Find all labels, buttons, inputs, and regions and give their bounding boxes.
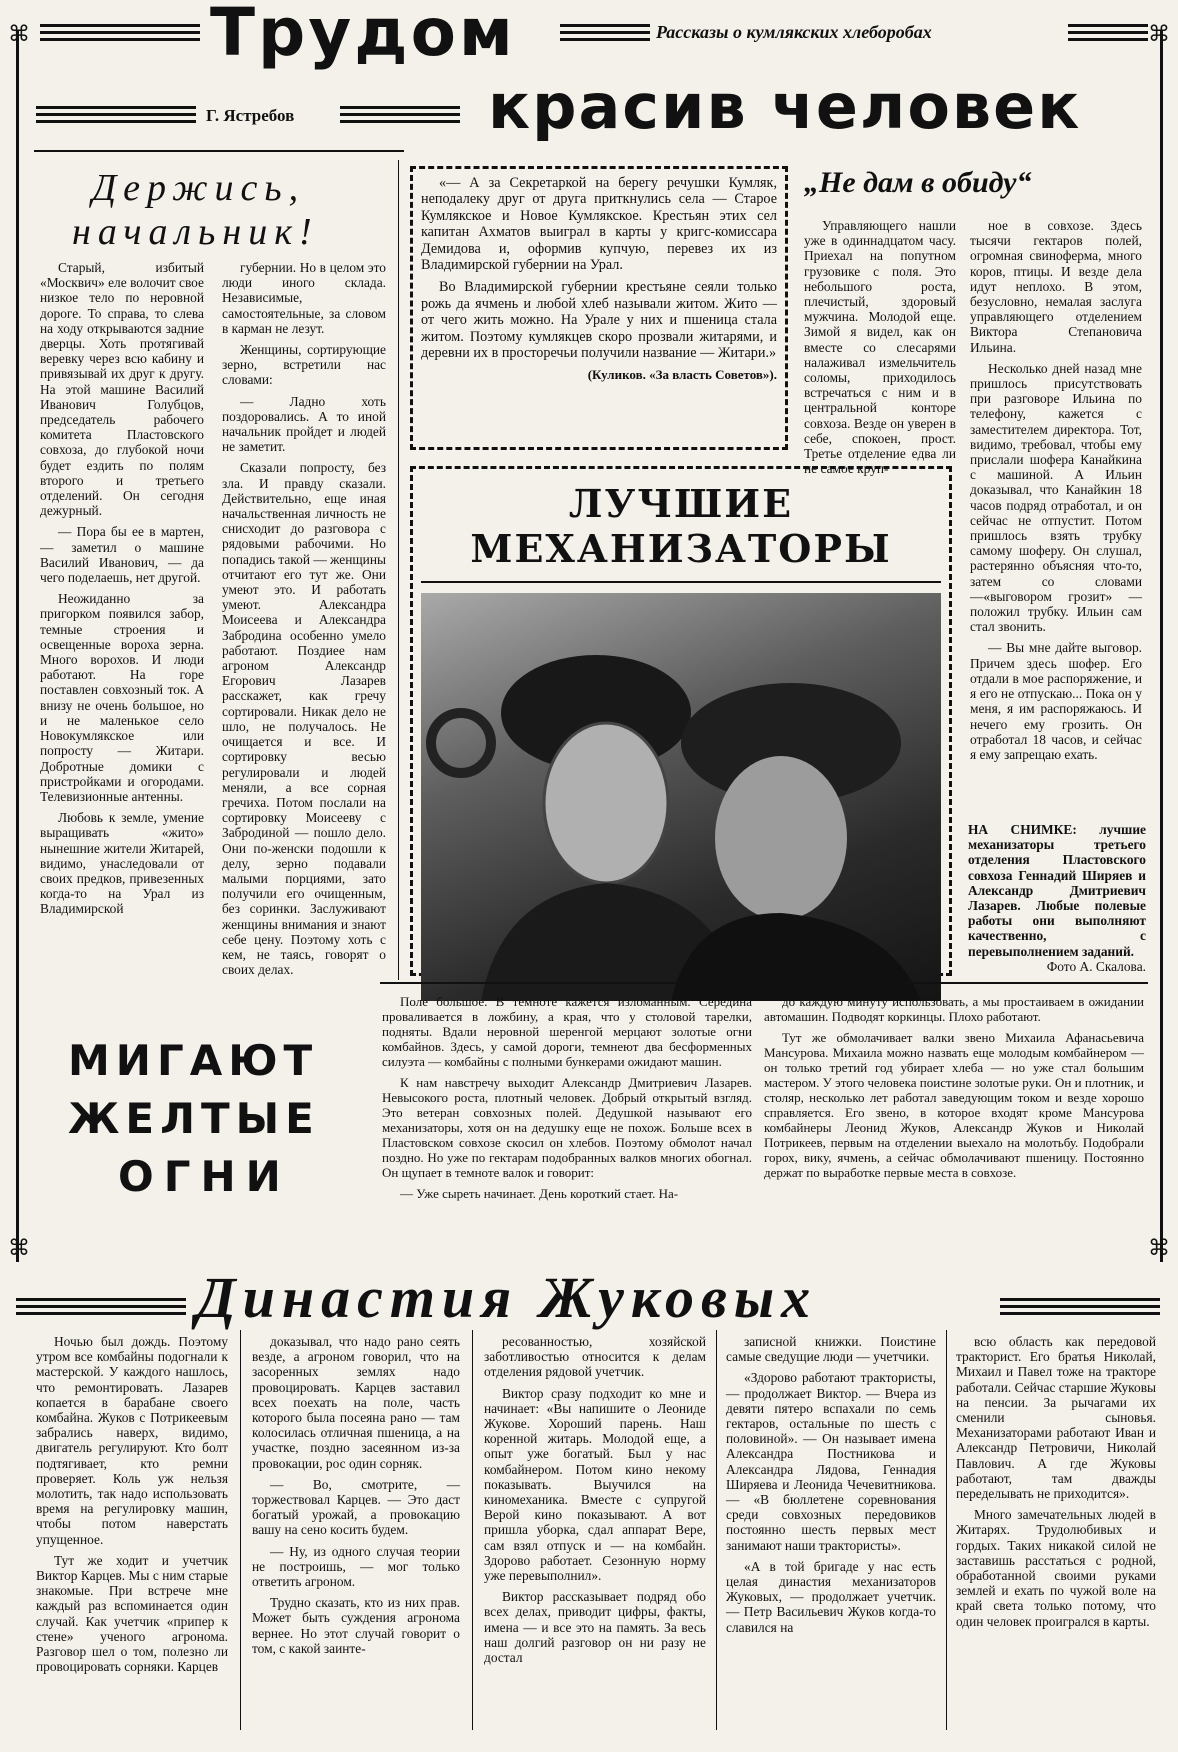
paragraph: К нам навстречу выходит Александр Дмитриевич Лазарев. Невысокого роста, плотный человек. Добрый открытый взгляд. Это ветеран совхозных полей. Дедушкой называют его механизаторы, хотя он на дедушку еще не похож. Больше всех в Пластовском совхозе скосил он хлебов. Поэтому обмолот начал поздно. Но уже по гектарам подобранных валков многих обогнал. Он щупает в темноте валок и говорит: <box>382 1075 752 1180</box>
paragraph: ресованностью, хозяйской заботливостью относится к делам отделения рядовой учетчик. <box>484 1334 706 1380</box>
paragraph: Ночью был дождь. Поэтому утром все комбайны подогнали к мастерской. У каждого нашлось, что ремонтировать. Лазарев копается в барабане своего комбайна. Жуков с Потрикеевым забрались наверх, видимо, двигатель регулируют. Кто болт подтягивает, кто ремни проверяет. Коль уж нельзя молотить, так надо использовать время на регулировку машин, чтобы потом наверстать упущенное. <box>36 1334 228 1547</box>
paragraph: Тут же обмолачивает валки звено Михаила Афанасьевича Мансурова. Михаила можно назвать еще молодым комбайнером — он только третий год убирает хлеба — но уже стал большим мастером. У этого человека поистине золотые руки. Он и плотник, и столяр, несколько лет работал заведующим током и везде хорошо справляется. Его звено, в которое входят кроме Мансурова комбайнеры Леонид Жуков, Александр Жуков и Николай Потрикеев, первым на отделении выехало на молотьбу. Подобрали горох, вику, ячмень, а сейчас обмолачивают пшеницу. Постоянно держат по выработке первые места в совхозе. <box>764 1030 1144 1180</box>
col-divider-1 <box>240 1330 241 1730</box>
paragraph: записной книжки. Поистине самые сведущие люди — учетчики. <box>726 1334 936 1365</box>
section1-divider <box>398 160 399 980</box>
section4-col1 <box>36 1334 228 1680</box>
author-rule-left <box>36 106 196 124</box>
paragraph: — Во, смотрите, — торжествовал Карцев. — Это даст богатый урожай, а провокацию вашу на сено косить будем. <box>252 1476 460 1538</box>
section2-col2 <box>970 218 1142 768</box>
section4-col5 <box>956 1334 1156 1635</box>
paragraph: — Пора бы ее в мартен, — заметил о машине Василий Иванович, — да чего поделаешь, нет другой. <box>40 524 204 586</box>
corner-ornament-bottom-left: ⌘ <box>8 1236 30 1261</box>
paragraph: — Ну, из одного случая теории не построишь, — мог только ответить агроном. <box>252 1543 460 1590</box>
corner-ornament-top-left: ⌘ <box>8 22 30 47</box>
section4-title: Династия Жуковых <box>196 1265 818 1330</box>
section4-col4 <box>726 1334 936 1641</box>
photo-frame <box>410 466 952 976</box>
section1-col1 <box>40 260 204 923</box>
paragraph: ное в совхозе. Здесь тысячи гектаров полей, огромная свиноферма, много коров, птицы. И везде дела идут неплохо. В этом, безусловно, немалая заслуга управляющего отделением Виктора Степановича Ильина. <box>970 218 1142 355</box>
quote-source: (Куликов. «За власть Советов»). <box>587 367 777 383</box>
photo-heading: ЛУЧШИЕ МЕХАНИЗАТОРЫ <box>421 477 941 583</box>
paragraph: до каждую минуту использовать, а мы простаиваем в ожидании автомашин. Подводят коркинцы. Плохо работают. <box>764 994 1144 1024</box>
paragraph: Женщины, сортирующие зерно, встретили нас словами: <box>222 342 386 388</box>
section4-rule-right <box>1000 1298 1160 1316</box>
paragraph: «А в той бригаде у нас есть целая династия механизаторов Жуковых, — продолжает учетчик. — Петр Васильевич Жуков когда-то славился на <box>726 1558 936 1635</box>
paragraph: Во Владимирской губернии крестьяне сеяли только рожь да ячмень и любой хлеб называли житом. Жито — от чего жить можно. На Урале у них и пшеница стала житом. Поэтому кумлякцев скоро прозвали житарями, и деревни их в простоpечьи получили название — Житари.» <box>421 279 777 362</box>
quote-text <box>421 175 777 361</box>
paragraph: Сказали попросту, без зла. И правду сказали. Действительно, еще иная начальственная личность не снисходит до разговора с рядовыми рабочими. Но попадись такой — женщины отчитают его тут же. Они умеют это. И работать умеют. Александра Моисеева и Александра Забродина особенно умело работают. Поздиее нам агроном Александр Егорович Лазарев расскажет, как гречу сортировали. Никак дело не шло, не получалось. Не очищается и все. И сортировку весью регулировали и людей меняли, а все сорная гречиха. Потом послали на сортировку Моисееву с Забродиной — пошло дело. Они по-женски подошли к делу, зерно подавали малыми порциями, зато получили его очищенным, без соринки. Заслуживают женщины внимания и знают себе цену. Поэтому хоть с кем, не таясь, говорят о своих делах. <box>222 460 386 978</box>
main-title-line2: красив человек <box>488 70 1082 143</box>
paragraph: — Вы мне дайте выговор. Причем здесь шофер. Его отдали в мое распоряжение, и я его не отпускаю... Пока он у меня, я им распоряжаюсь. И нечего ему грозить. Он отработал 18 часов, и сейчас я ему запрещаю ехать. <box>970 640 1142 762</box>
paragraph: Виктор сразу подходит ко мне и начинает: «Вы напишите о Леониде Жукове. Хороший парень. Наш коренной житарь. Молодой еще, а опыт уже богатый. Был у нас комбайнером. Потом кино некому показывать. Выучился на киномеханика. Вместе с супругой Верой кино показывают. А вот пришла уборка, сдал аппарат Вере, сам взял отпуск и — на комбайн. Здорово работает. Сезонную норму уже перевыполнил». <box>484 1385 706 1584</box>
col-divider-3 <box>716 1330 717 1730</box>
paragraph: Поле большое. В темноте кажется изломанным. Середина проваливается в ложбину, а края, что у столовой тарелки, подняты. Вдали неровной шеренгой мерцают золотые огни комбайнов. Здесь, у самой дороги, темнеют два бесформенных силуэта — комбайны с полными бункерами ожидают машин. <box>382 994 752 1069</box>
col-divider-2 <box>472 1330 473 1730</box>
header-rule-right <box>1068 24 1148 42</box>
paragraph: доказывал, что надо рано сеять везде, а агроном говорил, что на засоренных землях надо провоцировать. Карцев заставил всех поехать на поле, часть которого была посеяна рано — там колосилась отличная пшеница, а на участке, поздно засеянном из-за провокации, рос один сорняк. <box>252 1334 460 1471</box>
section2-title: „Не дам в обиду“ <box>804 166 1032 199</box>
photo-mechanizers <box>421 593 941 1001</box>
mid-rule <box>380 982 1148 984</box>
paragraph: всю область как передовой тракторист. Его братья Николай, Михаил и Павел тоже на тракторе работали. Сейчас старшие Жуковы на пенсии. За рычагами их сменили сыновья. Механизаторами работают Иван и Александр Петровичи, Николай Павлович. А где Жуковы работают, там дважды переделывать не приходится». <box>956 1334 1157 1502</box>
rubric: Рассказы о кумлякских хлеборобах <box>656 22 932 42</box>
paragraph: Управляющего нашли уже в одиннадцатом часу. Приехал на попутном грузовике с поля. Это небольшого роста, плечистый, здоровый мужчина. Молодой еще. Зимой я видел, как он вместе со слесарями налаживал измельчитель соломы, приходилось встречаться с ним и в центральной конторе совхоза. Везде он уверен в себе, спокоен, прост. Третье отделение едва ли не самое круп- <box>804 218 956 477</box>
paragraph: Любовь к земле, умение выращивать «жито» нынешние жители Житарей, видимо, унаследовали от своих предков, привезенных когда-то на Урал из Владимирской <box>40 810 204 917</box>
author-name: Г. Ястребов <box>206 106 295 125</box>
caption-label: НА СНИМКЕ: <box>968 822 1077 837</box>
section3-title-line2: ЖЕЛТЫЕ <box>68 1094 320 1143</box>
paragraph: — Уже сыреть начинает. День короткий стает. На- <box>400 1186 679 1201</box>
paragraph: Тут же ходит и учетчик Виктор Карцев. Мы с ним старые знакомые. При встрече мне каждый раз вспоминается один случай. Как учетчик «припер к стене» ученого агронома. Разговор шел о том, полезно ли провоцировать сорняки. Карцев <box>36 1552 228 1675</box>
section1-title-line1: Держись, <box>92 167 306 209</box>
section3-col1 <box>382 994 752 1207</box>
author-rule-right <box>340 106 460 124</box>
section4-rule-left <box>16 1298 186 1316</box>
caption-text: лучшие механизаторы третьего отделения Пластовского совхоза Геннадий Ширяев и Александр Дмитриевич Лазарев. Любые полевые работы они выполняют качественно, с перевыполнением заданий. <box>968 822 1146 959</box>
quote-box <box>410 166 788 450</box>
corner-ornament-top-right: ⌘ <box>1148 22 1170 47</box>
paragraph: Несколько дней назад мне пришлось присутствовать при разговоре Ильина по телефону, кажется с заместителем директора. Тот, видимо, требовал, чтобы ему прислали шофера Канайкина с машиной. А Ильин доказывал, что Канайкин 18 часов подряд отработал, и он сейчас не отпустит. Потом пришлось взять трубку самому шоферу. Он слушал, растерянно объясняя что-то, затем со словами—«выговором грозит» — положил трубку. Ильин сам стал звонить. <box>970 360 1142 635</box>
photo-credit: Фото А. Скалова. <box>1046 958 1146 974</box>
left-border <box>16 30 19 1262</box>
section3-title-line3: ОГНИ <box>118 1152 291 1201</box>
paragraph: Неожиданно за пригорком появился забор, темные строения и освещенные вороха зерна. Много ворохов. И люди работают. На горе поставлен совхозный ток. А внизу не очень большое, но и не маленькое село Новокумлякское или попросту — Житари. Добротные домики с пристройками и огородами. Телевизионные антенны. <box>40 591 204 804</box>
photo-illustration <box>421 593 941 1001</box>
paragraph: губернии. Но в целом это люди иного склада. Независимые, самостоятельные, за словом в карман не лезут. <box>222 260 386 336</box>
main-title-line1: Трудом <box>210 0 516 71</box>
col-divider-4 <box>946 1330 947 1730</box>
paragraph: — Ладно хоть поздоровались. А то иной начальник пройдет и людей не заметит. <box>222 393 386 455</box>
paragraph: «— А за Секретаркой на берегу речушки Кумляк, неподалеку друг от друга приткнулись села — Старое Кумлякское и Новое Кумлякское. Крестьян этих сел капитан Ахматов выиграл в карты у кригс-комиссара Демидова и, оформив купчую, перевез их из Владимирской губернии на Урал. <box>421 175 777 274</box>
paragraph: Много замечательных людей в Житарях. Трудолюбивых и гордых. Таких никакой силой не заставишь расстаться с родной, обработанной своими руками землей и ехать по чужой воле на край света только потому, что один человек проигрался в карты. <box>956 1507 1156 1629</box>
section4-col2 <box>252 1334 460 1662</box>
right-border <box>1160 30 1163 1262</box>
corner-ornament-bottom-right: ⌘ <box>1148 1236 1170 1261</box>
section3-col2 <box>764 994 1144 1186</box>
section4-col3 <box>484 1334 706 1671</box>
section3-title-line1: МИГАЮТ <box>68 1036 319 1085</box>
paragraph: Трудно сказать, кто из них прав. Может быть суждения агронома вернее. Но этот случай говорит о том, с какой заинте- <box>252 1595 460 1656</box>
header-bottom-rule <box>34 150 404 152</box>
photo-caption <box>968 822 1146 974</box>
header-rule-mid <box>560 24 650 42</box>
section2-col1 <box>804 218 956 482</box>
paragraph: Старый, избитый «Москвич» еле волочит свое низкое тело по неровной дороге. То справа, то слева на ходу открываются задние дверцы. Хоть протягивай веревку через всю кабину и привязывай их друг к другу. На этой машине Василий Иванович Голубцов, председатель рабочего комитета Пластовского совхоза, до глубокой ночи будет ездить по полям второго и третьего отделений. Он сегодня дежурный. <box>40 260 204 519</box>
paragraph: «Здорово работают трактористы, — продолжает Виктор. — Вчера из девяти пятеро вспахали по семь гектаров, остальные по шесть с половиной». — Он называет имена Александра Постникова и Александра Лядова, Геннадия Ширяева и Леонида Чечевитникова. — «В бюллетене соревнования среди совхозных передовиков постоянно шесть первых мест занимают наши трактористы». <box>726 1370 936 1553</box>
header-rule-left <box>40 24 200 42</box>
section1-col2 <box>222 260 386 983</box>
paragraph: Виктор рассказывает подряд обо всех делах, приводит цифры, факты, имена — и все это на память. За весь наш долгий разговор он ни разу не достал <box>484 1589 706 1666</box>
section1-title-line2: начальник! <box>72 211 319 253</box>
